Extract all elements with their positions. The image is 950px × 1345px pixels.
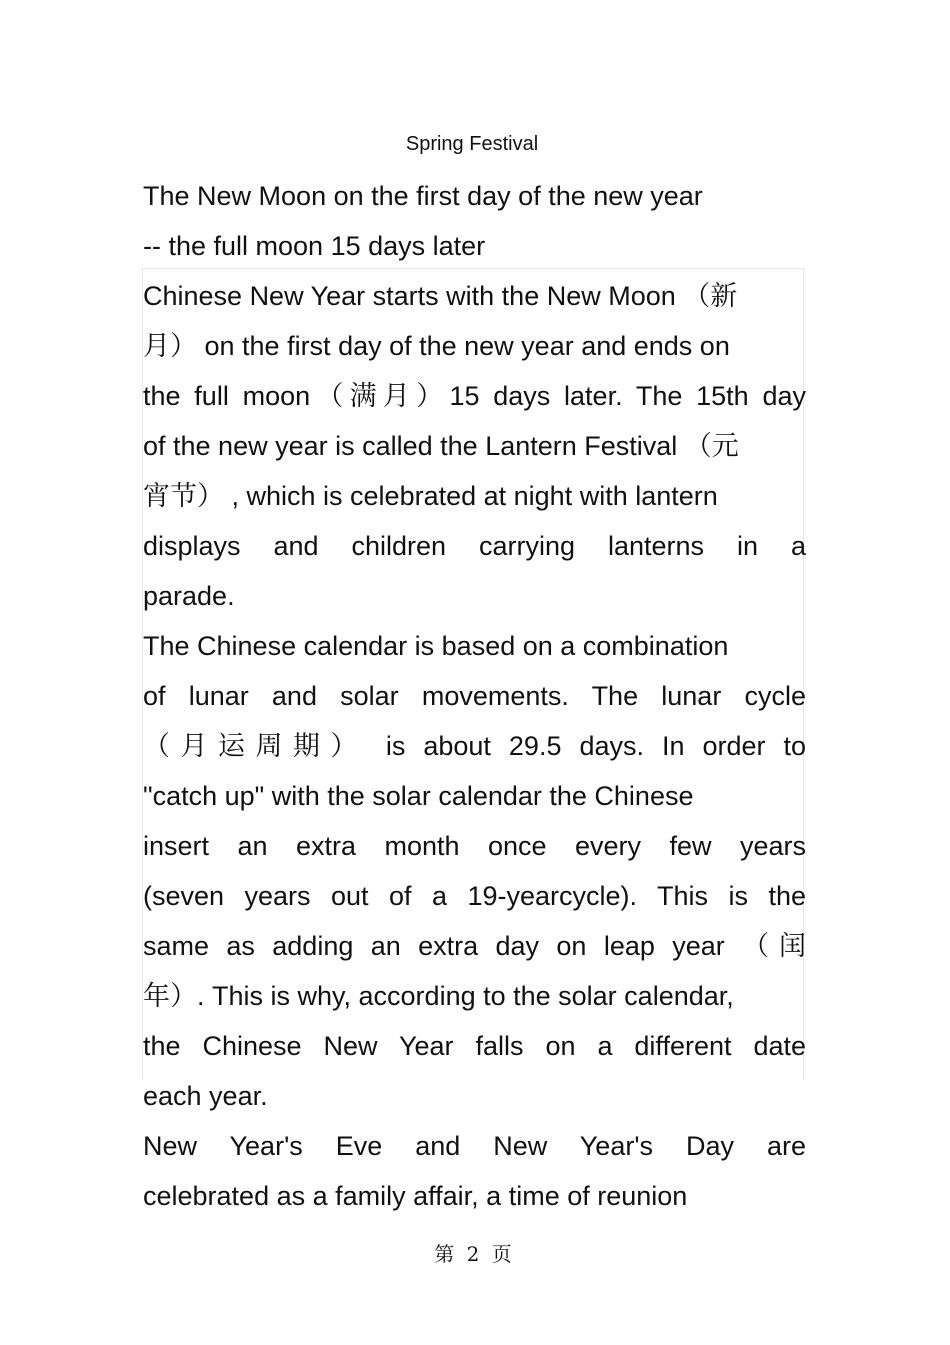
body-line: The Chinese calendar is based on a combination [143,631,729,661]
body-line: Chinese New Year starts with the New Moon （新 [143,281,738,311]
body-line: same as adding an extra day on leap year （闰 [143,931,806,961]
body-text [143,271,806,1221]
body-line: 宵节） , which is celebrated at night with lantern [143,481,718,511]
body-line: celebrated as a family affair, a time of reunion [143,1181,688,1211]
body-line: 年）. This is why, according to the solar calendar, [143,981,734,1011]
body-line: of lunar and solar movements. The lunar cycle [143,681,806,711]
page-number: 第 2 页 [434,1242,512,1266]
body-line: "catch up" with the solar calendar the Chinese [143,781,694,811]
body-line: parade. [143,581,235,611]
body-line: New Year's Eve and New Year's Day are [143,1131,806,1161]
body-line: 月） on the first day of the new year and ends on [143,331,730,361]
body-line: the full moon（满月）15 days later. The 15th day [143,381,806,411]
body-line: of the new year is called the Lantern Festival （元 [143,431,739,461]
body-line: the Chinese New Year falls on a different date [143,1031,806,1061]
body-line: (seven years out of a 19-yearcycle). This is the [143,881,806,911]
body-line: displays and children carrying lanterns in a [143,531,806,561]
body-line: insert an extra month once every few years [143,831,806,861]
subtitle-line: -- the full moon 15 days later [143,231,486,261]
page-header-title: Spring Festival [405,133,539,155]
body-line: （月运周期） is about 29.5 days. In order to [143,731,806,761]
subtitle-line: The New Moon on the first day of the new year [143,181,703,211]
body-line: each year. [143,1081,268,1111]
subtitle-block [143,171,806,271]
